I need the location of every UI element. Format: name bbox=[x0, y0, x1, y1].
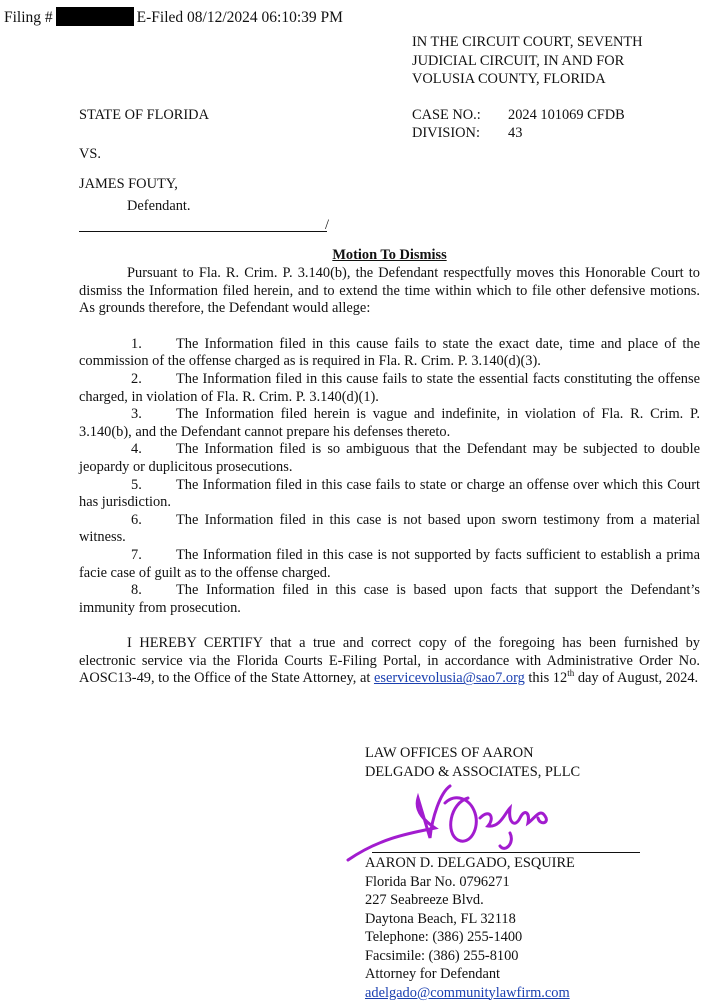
filing-header bbox=[4, 7, 343, 28]
case-number: 2024 101069 CFDB bbox=[508, 107, 625, 123]
redaction-box bbox=[56, 7, 134, 26]
attorney-info: AARON D. DELGADO, ESQUIRE Florida Bar No. 0796271 227 Seabreeze Blvd. Daytona Beach, FL 32118 Telephone: (386) 255-1400 Facsimile: (386) 255-8100 Attorney for Defendant adelgado@communitylawfirm.com bbox=[365, 855, 575, 1001]
attorney-email-link[interactable]: adelgado@communitylawfirm.com bbox=[365, 984, 570, 1001]
court-heading bbox=[412, 33, 643, 89]
allegation-item: 6. The Information filed in this case is not based upon sworn testimony from a material witness. bbox=[79, 511, 700, 546]
allegation-item: 5. The Information filed in this case fails to state or charge an offense over which this Court has jurisdiction. bbox=[79, 476, 700, 511]
intro-paragraph: Pursuant to Fla. R. Crim. P. 3.140(b), the Defendant respectfully moves this Honorable Court to dismiss the Information filed herein, and to extend the time within which to file other defensive motions. As grounds therefore, the Defendant would allege: bbox=[79, 265, 700, 317]
efiled-timestamp: E-Filed 08/12/2024 06:10:39 PM bbox=[136, 9, 343, 26]
court-line: VOLUSIA COUNTY, FLORIDA bbox=[412, 71, 606, 87]
motion-body bbox=[79, 265, 700, 688]
division-label: DIVISION: bbox=[412, 125, 480, 141]
allegation-item: 2. The Information filed in this cause fails to state the essential facts constituting the offense charged, in violation of Fla. R. Crim. P. 3.140(d)(1). bbox=[79, 370, 700, 405]
case-number-label: CASE NO.: bbox=[412, 107, 481, 123]
caption-slash: / bbox=[325, 217, 329, 233]
court-line: IN THE CIRCUIT COURT, SEVENTH bbox=[412, 34, 643, 50]
certificate-of-service: I HEREBY CERTIFY that a true and correct copy of the foregoing has been furnished by electronic service via the Florida Courts E-Filing Portal, in accordance with Administrative Order No. AOSC13-49, to the Office of the State Attorney, at eservicevolusia@sao7.org this 12th day of August, 2024. bbox=[79, 635, 700, 687]
court-line: JUDICIAL CIRCUIT, IN AND FOR bbox=[412, 52, 625, 69]
division: 43 bbox=[508, 125, 523, 141]
defendant-name: JAMES FOUTY, bbox=[79, 176, 178, 192]
state-attorney-email-link[interactable]: eservicevolusia@sao7.org bbox=[373, 670, 525, 687]
allegation-item: 3. The Information filed herein is vague and indefinite, in violation of Fla. R. Crim. P. 3.140(b), and the Defendant cannot prepare his defenses thereto. bbox=[79, 406, 700, 440]
caption-divider bbox=[79, 231, 327, 232]
allegation-item: 8. The Information filed in this case is based upon facts that support the Defendant’s immunity from prosecution. bbox=[79, 582, 700, 616]
plaintiff: STATE OF FLORIDA bbox=[79, 107, 209, 123]
firm-name: LAW OFFICES OF AARON DELGADO & ASSOCIATES, PLLC bbox=[365, 745, 581, 780]
defendant-label: Defendant. bbox=[127, 198, 191, 214]
signature-line bbox=[372, 852, 640, 853]
allegation-item: 1. The Information filed in this cause fails to state the exact date, time and place of the commission of the offense charged as is required in Fla. R. Crim. P. 3.140(d)(3). bbox=[79, 335, 700, 370]
filing-label: Filing # bbox=[4, 9, 53, 26]
motion-title: Motion To Dismiss bbox=[332, 247, 447, 263]
allegation-item: 4. The Information filed is so ambiguous that the Defendant may be subjected to double jeopardy or duplicitous prosecutions. bbox=[79, 441, 700, 475]
versus: VS. bbox=[79, 146, 101, 162]
allegation-item: 7. The Information filed in this case is not supported by facts sufficient to establish a prima facie case of guilt as to the offense charged. bbox=[79, 546, 700, 581]
